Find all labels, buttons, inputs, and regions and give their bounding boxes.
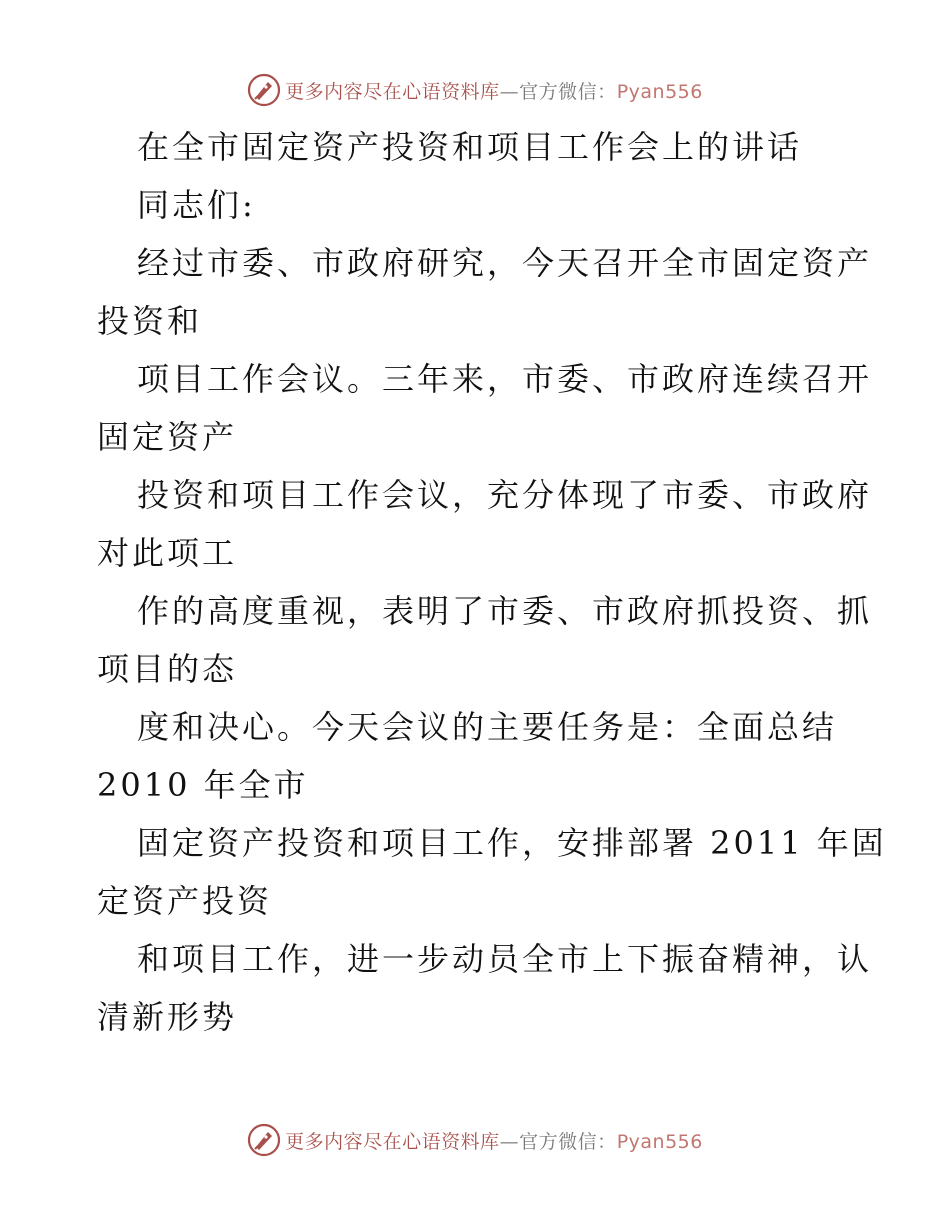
footer-banner (0, 1120, 950, 1160)
header-banner (0, 70, 950, 110)
paragraph-line: 固定资产投资和项目工作，安排部署 2011 年固 (137, 824, 887, 862)
paragraph-line: 投资和项目工作会议，充分体现了市委、市政府 (137, 476, 873, 514)
banner-text (285, 77, 703, 104)
paragraph-line: 项目的态 (97, 650, 238, 688)
banner-text (285, 1127, 703, 1154)
banner-official-label: 官方微信： (519, 1130, 617, 1153)
paragraph-line: 清新形势 (97, 998, 238, 1036)
banner-wechat-handle: Pyan556 (616, 1130, 703, 1153)
banner-main-text: 更多内容尽在心语资料库 (285, 80, 500, 103)
paragraph-line: 和项目工作，进一步动员全市上下振奋精神，认 (137, 940, 873, 978)
paragraph-line: 经过市委、市政府研究，今天召开全市固定资产 (137, 244, 873, 282)
banner-wechat-handle: Pyan556 (616, 80, 703, 103)
document-body (97, 118, 887, 1046)
paragraph-line: 投资和 (97, 302, 203, 340)
banner-main-text: 更多内容尽在心语资料库 (285, 1130, 500, 1153)
paragraph-line: 固定资产 (97, 418, 238, 456)
salutation: 同志们: (137, 186, 256, 224)
banner-separator: — (499, 1130, 520, 1153)
paragraph-line: 定资产投资 (97, 882, 273, 920)
paragraph-line: 项目工作会议。三年来，市委、市政府连续召开 (137, 360, 873, 398)
banner-separator: — (499, 80, 520, 103)
paragraph-line: 作的高度重视，表明了市委、市政府抓投资、抓 (137, 592, 873, 630)
paragraph-line: 对此项工 (97, 534, 238, 572)
document-title: 在全市固定资产投资和项目工作会上的讲话 (137, 128, 803, 166)
pen-nib-logo-icon (247, 1123, 281, 1157)
paragraph-line: 2010 年全市 (97, 766, 309, 804)
banner-official-label: 官方微信： (519, 80, 617, 103)
paragraph-line: 度和决心。今天会议的主要任务是：全面总结 (137, 708, 838, 746)
pen-nib-logo-icon (247, 73, 281, 107)
